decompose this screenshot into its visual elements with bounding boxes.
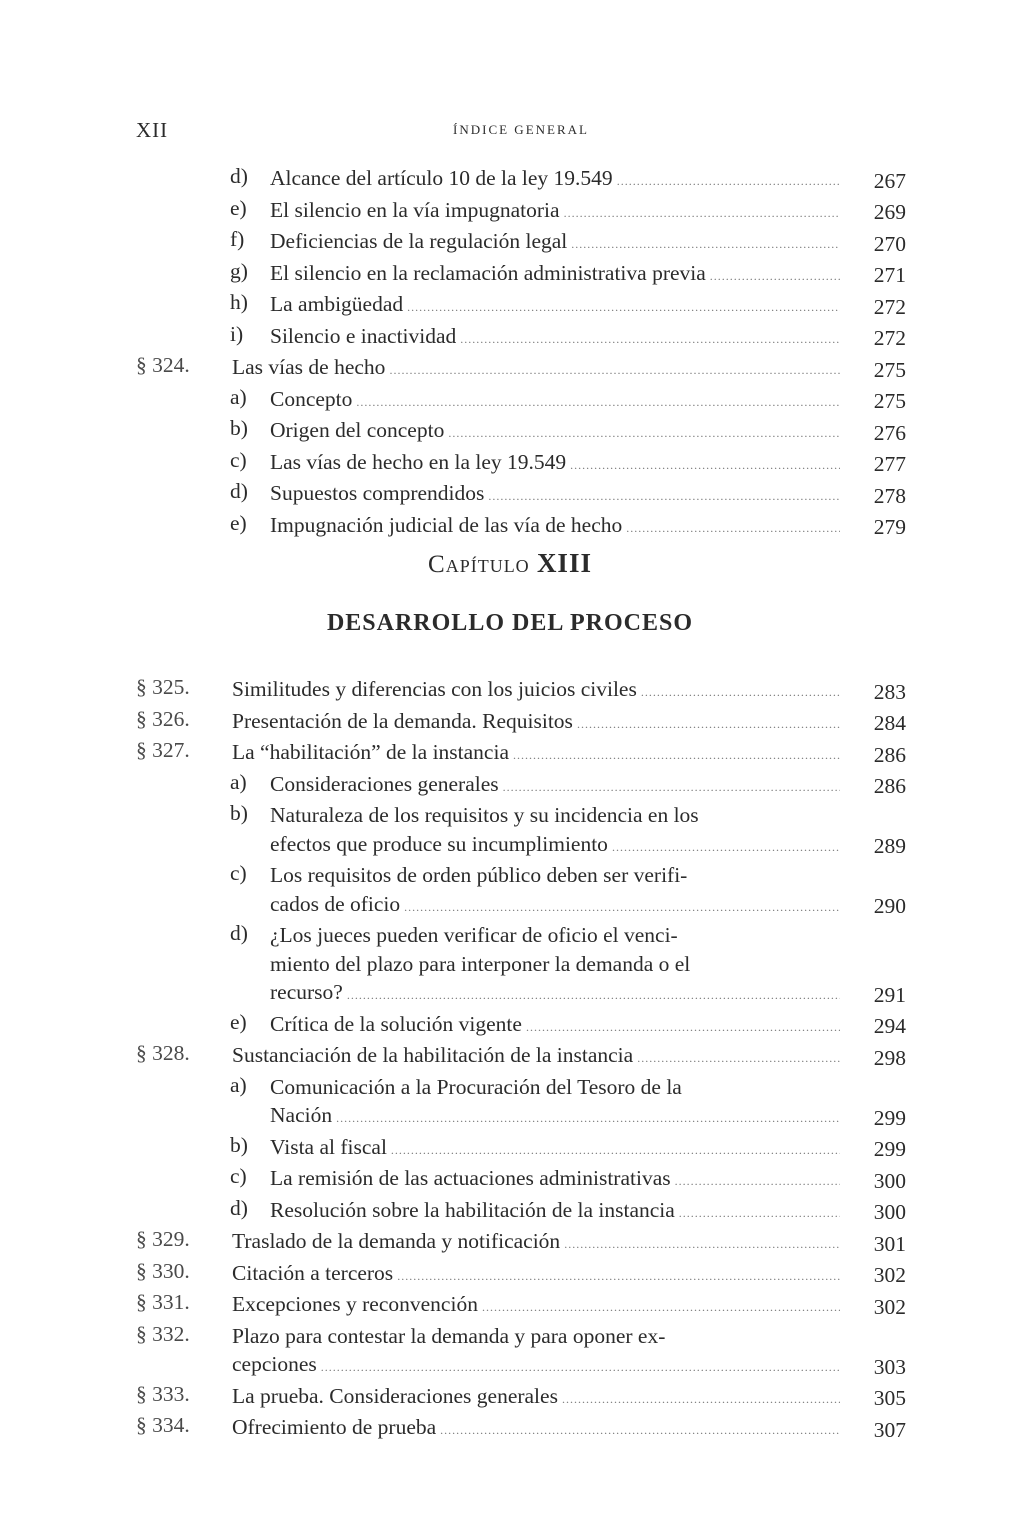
- entry-text: La remisión de las actuaciones administrativas: [270, 1166, 671, 1190]
- dot-leader: [440, 1416, 840, 1445]
- dot-leader: [617, 167, 840, 196]
- entry-text: Resolución sobre la habilitación de la instancia: [270, 1197, 675, 1222]
- dot-leader: [391, 1136, 840, 1165]
- toc-subentry: [136, 861, 906, 921]
- section-number: § 326.: [136, 706, 190, 731]
- dot-leader: [407, 293, 840, 322]
- subentry-letter: e): [230, 195, 247, 220]
- subentry-letter: b): [230, 1132, 248, 1157]
- subentry-letter: e): [230, 1009, 247, 1034]
- chapter-number: XIII: [536, 548, 592, 578]
- toc-subentry: [136, 1196, 906, 1228]
- page-number: 298: [873, 1045, 906, 1070]
- toc-subentry: [136, 1010, 906, 1042]
- entry-text: ¿Los jueces pueden verificar de oficio el venci-: [270, 923, 678, 947]
- toc-subentry: [136, 511, 906, 543]
- section-number: § 331.: [136, 1290, 190, 1314]
- page-number: 272: [873, 294, 906, 319]
- subentry-letter: d): [230, 1195, 248, 1220]
- entry-text: Vista al fiscal: [270, 1134, 387, 1159]
- entry-text: Impugnación judicial de las vía de hecho: [270, 512, 623, 537]
- page-number: 271: [873, 263, 906, 287]
- page-header: [136, 118, 906, 148]
- dot-leader: [404, 893, 840, 922]
- page-number: 307: [873, 1417, 906, 1442]
- toc-subentry: [136, 227, 906, 259]
- subentry-letter: i): [230, 321, 244, 346]
- toc-block-chapter-xiii: [136, 675, 906, 1445]
- chapter-label: Capítulo: [428, 551, 530, 578]
- dot-leader: [612, 833, 840, 862]
- page-number: 303: [873, 1354, 906, 1379]
- chapter-heading: [0, 548, 1020, 579]
- entry-text: Deficiencias de la regulación legal: [270, 229, 568, 253]
- page-number: 286: [873, 774, 906, 798]
- dot-leader: [577, 710, 840, 739]
- dot-leader: [356, 388, 840, 417]
- entry-text: efectos que produce su incumplimiento: [270, 831, 608, 856]
- entry-text: La ambigüedad: [270, 292, 404, 316]
- entry-text: Supuestos comprendidos: [270, 481, 485, 505]
- entry-text: Presentación de la demanda. Requisitos: [232, 708, 573, 733]
- page-number: 275: [873, 357, 906, 382]
- page-number: 270: [873, 231, 906, 256]
- entry-text: La “habilitación” de la instancia: [232, 740, 509, 764]
- section-number: § 334.: [136, 1413, 190, 1437]
- entry-text: Sustanciación de la habilitación de la instancia: [232, 1043, 634, 1067]
- subentry-letter: e): [230, 510, 247, 535]
- dot-leader: [336, 1104, 840, 1133]
- dot-leader: [562, 1385, 840, 1414]
- page-number: 275: [873, 389, 906, 413]
- entry-text: Alcance del artículo 10 de la ley 19.549: [270, 166, 613, 190]
- toc-section-entry: [136, 1322, 906, 1382]
- entry-text: cepciones: [232, 1352, 317, 1376]
- page-number: 286: [873, 742, 906, 767]
- entry-text: Similitudes y diferencias con los juicios civiles: [232, 677, 637, 701]
- subentry-letter: a): [230, 769, 247, 794]
- entry-text: Nación: [270, 1103, 333, 1127]
- subentry-letter: d): [230, 921, 248, 945]
- dot-leader: [626, 514, 840, 543]
- toc-subentry: [136, 196, 906, 228]
- toc-subentry: [136, 1073, 906, 1133]
- page-number: 300: [873, 1168, 906, 1193]
- toc-subentry: [136, 259, 906, 291]
- page-number: 291: [873, 982, 906, 1007]
- page-number: 276: [873, 420, 906, 445]
- entry-text: recurso?: [270, 980, 343, 1004]
- page-number: 269: [873, 200, 906, 224]
- entry-text: Crítica de la solución vigente: [270, 1011, 522, 1036]
- subentry-letter: b): [230, 801, 248, 825]
- section-number: § 324.: [136, 353, 190, 377]
- entry-text: Origen del concepto: [270, 418, 445, 442]
- page-number: 277: [873, 452, 906, 476]
- entry-text: Concepto: [270, 386, 353, 411]
- subentry-letter: a): [230, 1072, 247, 1097]
- chapter-title: DESARROLLO DEL PROCESO: [326, 610, 694, 636]
- toc-subentry: [136, 801, 906, 861]
- entry-text: miento del plazo para interponer la demanda o el: [270, 951, 691, 976]
- page-folio: XII: [136, 118, 169, 142]
- page-number: 301: [873, 1231, 906, 1256]
- page-number: 279: [873, 515, 906, 539]
- toc-subentry: [136, 479, 906, 511]
- page-number: 305: [873, 1386, 906, 1410]
- toc-section-entry: [136, 1382, 906, 1414]
- toc-subentry: [136, 322, 906, 354]
- dot-leader: [710, 262, 840, 291]
- toc-subentry: [136, 1164, 906, 1196]
- entry-text: Ofrecimiento de prueba: [232, 1415, 437, 1439]
- dot-leader: [641, 678, 840, 707]
- entry-text: El silencio en la reclamación administrativa previa: [270, 260, 706, 285]
- entry-text: Los requisitos de orden público deben ser verifi-: [270, 863, 688, 887]
- section-number: § 328.: [136, 1041, 190, 1065]
- entry-text: Plazo para contestar la demanda y para oponer ex-: [232, 1323, 666, 1348]
- subentry-letter: c): [230, 861, 247, 885]
- dot-leader: [675, 1167, 840, 1196]
- entry-text: Consideraciones generales: [270, 771, 499, 796]
- entry-text: cados de oficio: [270, 891, 401, 916]
- page-number: 284: [873, 711, 906, 735]
- section-number: § 327.: [136, 738, 190, 762]
- section-number: § 330.: [136, 1258, 190, 1283]
- dot-leader: [564, 1230, 840, 1259]
- subentry-letter: c): [230, 1164, 247, 1188]
- toc-subentry: [136, 448, 906, 480]
- subentry-letter: g): [230, 258, 248, 283]
- page-number: 302: [873, 1263, 906, 1287]
- page-number: 290: [873, 894, 906, 918]
- entry-text: Silencio e inactividad: [270, 323, 457, 348]
- page-number: 299: [873, 1105, 906, 1130]
- dot-leader: [389, 356, 840, 385]
- running-title: ÍNDICE GENERAL: [453, 122, 589, 137]
- dot-leader: [347, 981, 840, 1010]
- entry-text: Las vías de hecho en la ley 19.549: [270, 449, 567, 474]
- toc-section-entry: [136, 1259, 906, 1291]
- entry-text: Las vías de hecho: [232, 355, 386, 379]
- page-number: 289: [873, 834, 906, 858]
- toc-block-chapter-xii: [136, 164, 906, 542]
- entry-text: Excepciones y reconvención: [232, 1292, 478, 1316]
- section-number: § 332.: [136, 1321, 190, 1346]
- entry-text: Comunicación a la Procuración del Tesoro de la: [270, 1074, 682, 1099]
- toc-section-entry: [136, 353, 906, 385]
- subentry-letter: d): [230, 164, 248, 188]
- toc-subentry: [136, 416, 906, 448]
- toc-section-entry: [136, 1041, 906, 1073]
- section-number: § 329.: [136, 1227, 190, 1251]
- subentry-letter: h): [230, 290, 248, 314]
- dot-leader: [460, 325, 840, 354]
- dot-leader: [482, 1293, 840, 1322]
- toc-section-entry: [136, 707, 906, 739]
- section-number: § 325.: [136, 675, 190, 699]
- dot-leader: [513, 741, 840, 770]
- toc-subentry: [136, 921, 906, 1010]
- entry-text: La prueba. Consideraciones generales: [232, 1383, 558, 1408]
- toc-section-entry: [136, 675, 906, 707]
- dot-leader: [321, 1353, 840, 1382]
- toc-section-entry: [136, 1413, 906, 1445]
- dot-leader: [571, 230, 840, 259]
- entry-text: El silencio en la vía impugnatoria: [270, 197, 560, 222]
- subentry-letter: a): [230, 384, 247, 409]
- toc-section-entry: [136, 738, 906, 770]
- page-number: 302: [873, 1294, 906, 1319]
- entry-text: Naturaleza de los requisitos y su incidencia en los: [270, 803, 699, 827]
- toc-subentry: [136, 770, 906, 802]
- toc-subentry: [136, 164, 906, 196]
- dot-leader: [564, 199, 840, 228]
- toc-subentry: [136, 290, 906, 322]
- page-number: 300: [873, 1200, 906, 1224]
- page-number: 267: [873, 168, 906, 193]
- dot-leader: [503, 773, 840, 802]
- toc-section-entry: [136, 1227, 906, 1259]
- page-number: 272: [873, 326, 906, 350]
- dot-leader: [448, 419, 840, 448]
- section-number: § 333.: [136, 1381, 190, 1406]
- entry-text: Traslado de la demanda y notificación: [232, 1229, 561, 1253]
- toc-subentry: [136, 385, 906, 417]
- dot-leader: [397, 1262, 840, 1291]
- subentry-letter: f): [230, 227, 245, 251]
- page-number: 299: [873, 1137, 906, 1161]
- page-number: 283: [873, 679, 906, 704]
- toc-section-entry: [136, 1290, 906, 1322]
- page-number: 278: [873, 483, 906, 508]
- subentry-letter: b): [230, 416, 248, 440]
- page-number: 294: [873, 1014, 906, 1038]
- dot-leader: [570, 451, 840, 480]
- toc-subentry: [136, 1133, 906, 1165]
- dot-leader: [637, 1044, 840, 1073]
- dot-leader: [526, 1013, 840, 1042]
- subentry-letter: c): [230, 447, 247, 472]
- dot-leader: [679, 1199, 840, 1228]
- subentry-letter: d): [230, 479, 248, 503]
- entry-text: Citación a terceros: [232, 1260, 394, 1285]
- dot-leader: [488, 482, 840, 511]
